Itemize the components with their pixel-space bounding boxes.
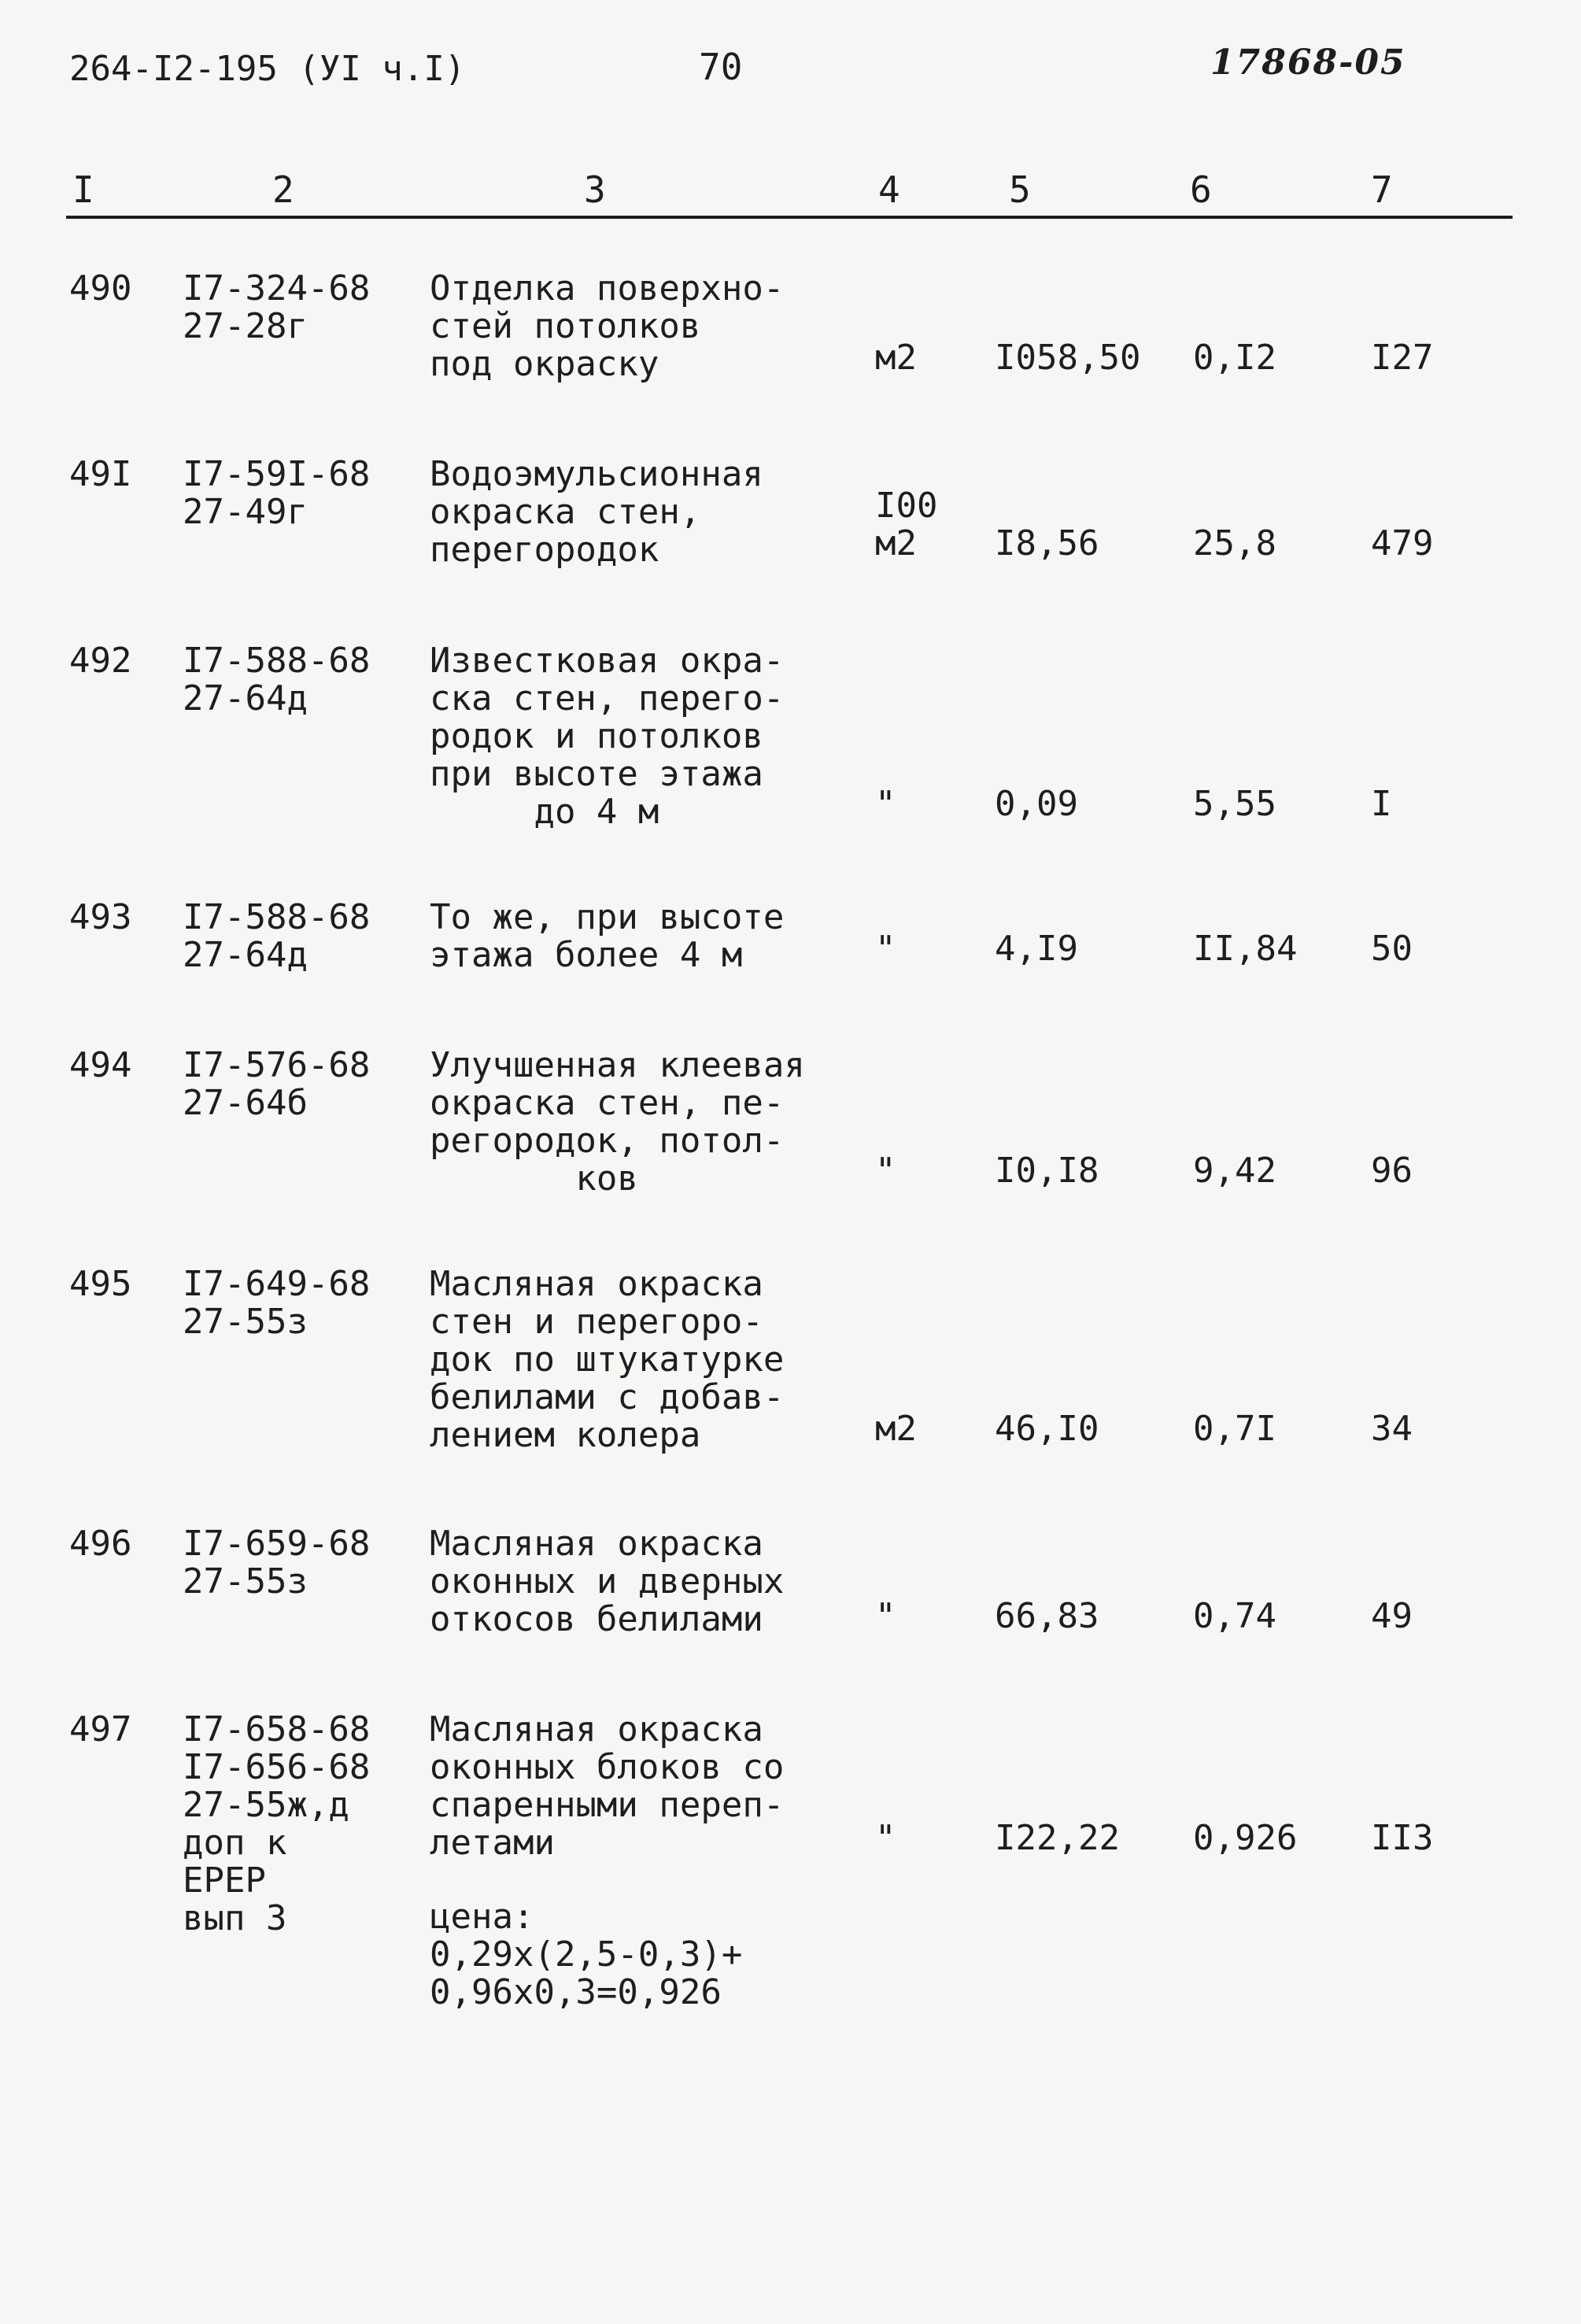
- row-unit: ": [875, 929, 896, 969]
- row-unit: м2: [875, 338, 917, 378]
- row-cost: 34: [1371, 1409, 1413, 1449]
- row-codes: I7-588-68 27-64д: [183, 641, 371, 719]
- row-codes: I7-649-68 27-55з: [183, 1264, 371, 1342]
- row-codes: I7-659-68 27-55з: [183, 1524, 371, 1602]
- row-codes: I7-588-68 27-64д: [183, 897, 371, 975]
- column-header-3: 3: [584, 168, 606, 211]
- row-quantity: I058,50: [995, 338, 1141, 378]
- row-cost: I: [1371, 784, 1392, 824]
- row-number: 494: [69, 1045, 132, 1085]
- row-description: Улучшенная клеевая окраска стен, пе- регородок, потол- ков: [430, 1045, 805, 1199]
- row-number: 493: [69, 897, 132, 937]
- row-number: 49I: [69, 454, 132, 494]
- row-unit: ": [875, 1818, 896, 1858]
- column-header-6: 6: [1190, 168, 1212, 211]
- row-price: 5,55: [1193, 784, 1276, 824]
- row-cost: 96: [1371, 1151, 1413, 1191]
- row-number: 496: [69, 1524, 132, 1564]
- row-number: 495: [69, 1264, 132, 1304]
- row-price: II,84: [1193, 929, 1298, 969]
- column-header-2: 2: [272, 168, 294, 211]
- row-price: 0,926: [1193, 1818, 1298, 1858]
- row-price: 0,I2: [1193, 338, 1276, 378]
- row-number: 490: [69, 268, 132, 309]
- row-codes: I7-658-68 I7-656-68 27-55ж,д доп к ЕРЕР вып 3: [183, 1709, 371, 1938]
- row-description: Известковая окра- ска стен, перего- родок и потолков при высоте этажа до 4 м: [430, 641, 785, 832]
- row-description: Масляная окраска оконных и дверных откосов белилами: [430, 1524, 785, 1639]
- price-calculation-note: цена: 0,29x(2,5-0,3)+ 0,96x0,3=0,926: [430, 1897, 743, 2012]
- row-cost: 49: [1371, 1596, 1413, 1636]
- page-number: 70: [699, 46, 743, 88]
- row-price: 0,74: [1193, 1596, 1276, 1636]
- row-number: 492: [69, 641, 132, 681]
- row-price: 0,7I: [1193, 1409, 1276, 1449]
- row-codes: I7-576-68 27-64б: [183, 1045, 371, 1123]
- row-unit: ": [875, 1596, 896, 1636]
- row-price: 25,8: [1193, 523, 1276, 563]
- row-unit: ": [875, 1151, 896, 1191]
- row-number: 497: [69, 1709, 132, 1749]
- row-unit: I00 м2: [875, 486, 938, 563]
- column-header-4: 4: [878, 168, 900, 211]
- row-quantity: 0,09: [995, 784, 1078, 824]
- row-quantity: I0,I8: [995, 1151, 1099, 1191]
- handwritten-number: 17868-05: [1210, 42, 1406, 83]
- row-cost: 50: [1371, 929, 1413, 969]
- column-header-1: I: [72, 168, 94, 211]
- document-code: 264-I2-195 (УI ч.I): [69, 49, 466, 89]
- row-quantity: 4,I9: [995, 929, 1078, 969]
- row-unit: ": [875, 784, 896, 824]
- row-description: Водоэмульсионная окраска стен, перегородок: [430, 454, 763, 570]
- row-quantity: 66,83: [995, 1596, 1099, 1636]
- row-codes: I7-324-68 27-28г: [183, 268, 371, 346]
- row-description: То же, при высоте этажа более 4 м: [430, 897, 785, 975]
- column-header-5: 5: [1009, 168, 1031, 211]
- row-description: Масляная окраска стен и перегоро- док по штукатурке белилами с добав- лением колера: [430, 1264, 785, 1455]
- row-codes: I7-59I-68 27-49г: [183, 454, 371, 532]
- header-rule: [66, 216, 1513, 219]
- row-unit: м2: [875, 1409, 917, 1449]
- row-cost: II3: [1371, 1818, 1434, 1858]
- row-quantity: I8,56: [995, 523, 1099, 563]
- row-quantity: 46,I0: [995, 1409, 1099, 1449]
- row-description: Масляная окраска оконных блоков со спаренными переп- летами: [430, 1709, 785, 1863]
- row-quantity: I22,22: [995, 1818, 1120, 1858]
- row-cost: I27: [1371, 338, 1434, 378]
- row-cost: 479: [1371, 523, 1434, 563]
- column-header-7: 7: [1371, 168, 1393, 211]
- row-price: 9,42: [1193, 1151, 1276, 1191]
- row-description: Отделка поверхно- стей потолков под окраску: [430, 268, 785, 384]
